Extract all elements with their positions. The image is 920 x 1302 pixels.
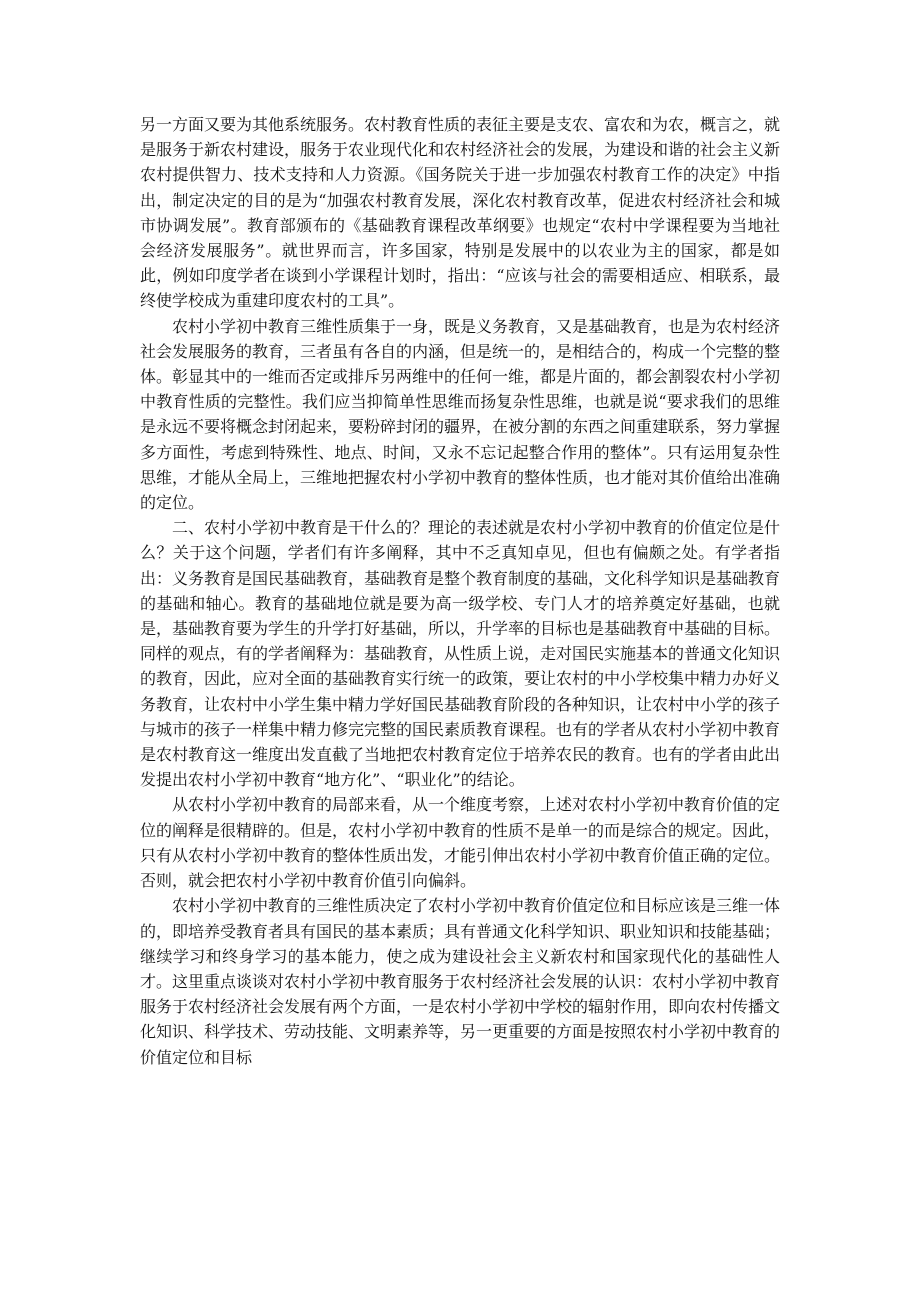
paragraph-2: 农村小学初中教育三维性质集于一身，既是义务教育，又是基础教育，也是为农村经济社会发展服务的教育，三者虽有各自的内涵，但是统一的，是相结合的，构成一个完整的整体。彰显其中的一维而否定或排斥另两维中的任何一维，都是片面的，都会割裂农村小学初中教育性质的完整性。我们应当抑简单性思维而扬复杂性思维，也就是说“要求我们的思维是永远不要将概念封闭起来，要粉碎封闭的疆界，在被分割的东西之间重建联系，努力掌握多方面性，考虑到特殊性、地点、时间，又永不忘记起整合作用的整体”。只有运用复杂性思维，才能从全局上，三维地把握农村小学初中教育的整体性质，也才能对其价值给出准确的定位。 (140, 316, 781, 513)
document-body (140, 112, 780, 1070)
paragraph-4: 从农村小学初中教育的局部来看，从一个维度考察，上述对农村小学初中教育价值的定位的阐释是很精辟的。但是，农村小学初中教育的性质不是单一的而是综合的规定。因此，只有从农村小学初中教育的整体性质出发，才能引伸出农村小学初中教育价值正确的定位。否则，就会把农村小学初中教育价值引向偏斜。 (140, 795, 781, 891)
paragraph-3: 二、农村小学初中教育是干什么的？理论的表述就是农村小学初中教育的价值定位是什么？关于这个问题，学者们有许多阐释，其中不乏真知卓见，但也有偏颇之处。有学者指出：义务教育是国民基础教育，基础教育是整个教育制度的基础，文化科学知识是基础教育的基础和轴心。教育的基础地位就是要为高一级学校、专门人才的培养奠定好基础，也就是，基础教育要为学生的升学打好基础，所以，升学率的目标也是基础教育中基础的目标。同样的观点，有的学者阐释为：基础教育，从性质上说，走对国民实施基本的普通文化知识的教育，因此，应对全面的基础教育实行统一的政策，要让农村的中小学校集中精力办好义务教育，让农村中小学生集中精力学好国民基础教育阶段的各种知识，让农村中小学的孩子与城市的孩子一样集中精力修完完整的国民素质教育课程。也有的学者从农村小学初中教育是农村教育这一维度出发直截了当地把农村教育定位于培养农民的教育。也有的学者由此出发提出农村小学初中教育“地方化”、“职业化”的结论。 (140, 518, 781, 790)
paragraph-5: 农村小学初中教育的三维性质决定了农村小学初中教育价值定位和目标应该是三维一体的，即培养受教育者具有国民的基本素质；具有普通文化科学知识、职业知识和技能基础；继续学习和终身学习的基本能力，使之成为建设社会主义新农村和国家现代化的基础性人才。这里重点谈谈对农村小学初中教育服务于农村经济社会发展的认识：农村小学初中教育服务于农村经济社会发展有两个方面，一是农村小学初中学校的辐射作用，即向农村传播文化知识、科学技术、劳动技能、文明素养等，另一更重要的方面是按照农村小学初中教育的价值定位和目标 (140, 896, 781, 1067)
paragraph-1: 另一方面又要为其他系统服务。农村教育性质的表征主要是支农、富农和为农，概言之，就是服务于新农村建设，服务于农业现代化和农村经济社会的发展，为建设和谐的社会主义新农村提供智力、技术支持和人力资源。《国务院关于进一步加强农村教育工作的决定》中指出，制定决定的目的是为“加强农村教育发展，深化农村教育改革，促进农村经济社会和城市协调发展”。教育部颁布的《基础教育课程改革纲要》也规定“农村中学课程要为当地社会经济发展服务”。就世界而言，许多国家，特别是发展中的以农业为主的国家，都是如此，例如印度学者在谈到小学课程计划时，指出：“应该与社会的需要相适应、相联系，最终使学校成为重建印度农村的工具”。 (140, 115, 781, 311)
